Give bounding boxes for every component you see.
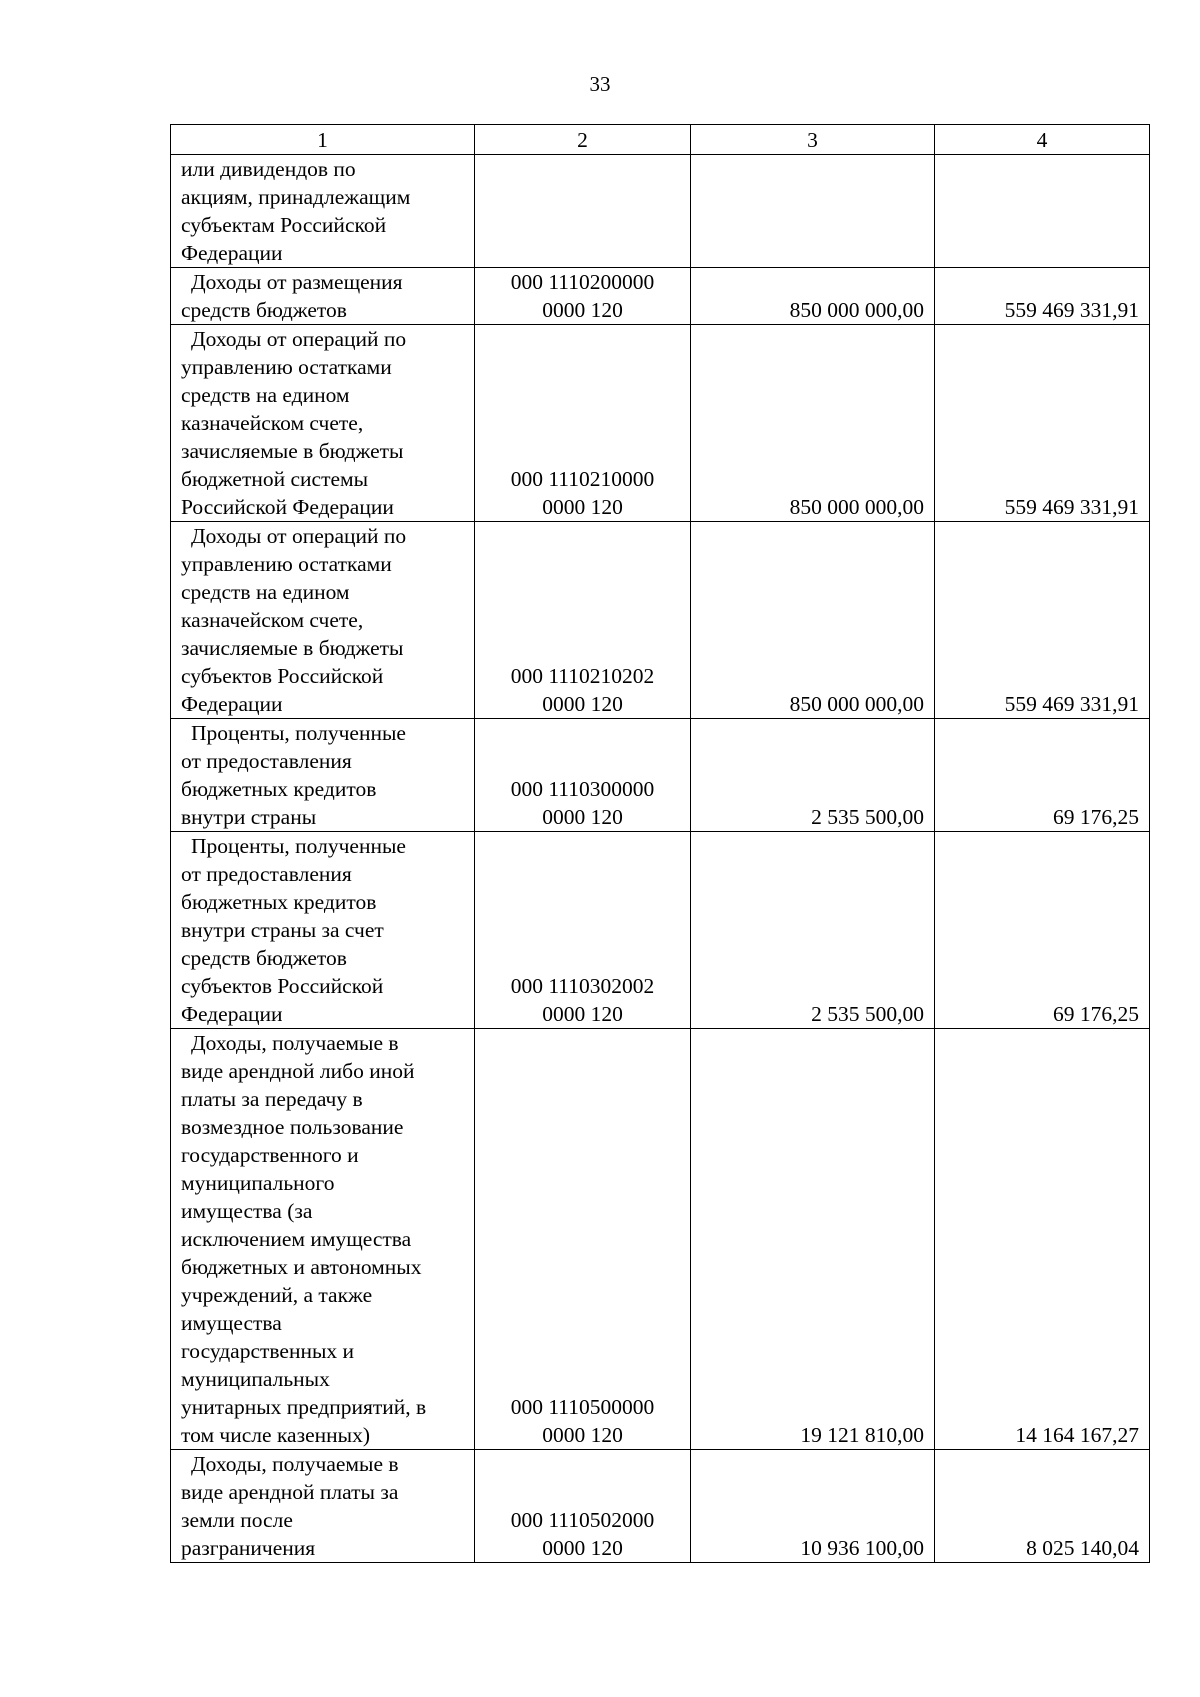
actual-amount-cell: 559 469 331,91: [935, 268, 1150, 325]
budget-code-cell: [475, 522, 691, 719]
revenue-name-cell: [171, 1450, 475, 1563]
revenue-name-cell: [171, 155, 475, 268]
budget-code-line: 000 1110210202: [510, 664, 655, 688]
revenue-name-line: казначейском счете,: [181, 608, 364, 632]
budget-code-cell: [475, 268, 691, 325]
revenue-name-line: муниципального: [181, 1171, 335, 1195]
actual-amount-cell: 559 469 331,91: [935, 522, 1150, 719]
revenue-name-line: от предоставления: [181, 862, 352, 886]
budget-code-line: 000 1110500000: [510, 1395, 655, 1419]
revenue-name-line: Федерации: [181, 1002, 283, 1026]
revenue-name-line: унитарных предприятий, в: [181, 1395, 427, 1419]
table-body: [171, 155, 1150, 1563]
actual-amount-cell: [935, 155, 1150, 268]
revenue-name-line: Проценты, полученные: [191, 721, 406, 745]
planned-amount-cell: 850 000 000,00: [691, 325, 935, 522]
revenue-name-line: платы за передачу в: [181, 1087, 363, 1111]
planned-amount-cell: 850 000 000,00: [691, 268, 935, 325]
budget-code-line: 0000 120: [542, 692, 623, 716]
actual-amount-cell: 69 176,25: [935, 832, 1150, 1029]
revenue-name-line: Российской Федерации: [181, 495, 394, 519]
revenue-name-line: акциям, принадлежащим: [181, 185, 411, 209]
budget-code-line: 0000 120: [542, 298, 623, 322]
planned-amount-cell: 10 936 100,00: [691, 1450, 935, 1563]
budget-code-line: 000 1110300000: [510, 777, 655, 801]
revenue-name-line: виде арендной платы за: [181, 1480, 399, 1504]
revenue-name-line: муниципальных: [181, 1367, 330, 1391]
table-row: [171, 522, 1150, 719]
budget-code-cell: [475, 1450, 691, 1563]
actual-amount-cell: 559 469 331,91: [935, 325, 1150, 522]
revenue-name-line: субъектам Российской: [181, 213, 387, 237]
revenue-name-line: бюджетных кредитов: [181, 890, 377, 914]
table-row: [171, 325, 1150, 522]
budget-code-cell: [475, 155, 691, 268]
revenue-name-line: Доходы, получаемые в: [191, 1452, 399, 1476]
revenue-name-line: имущества: [181, 1311, 282, 1335]
revenue-name-cell: [171, 832, 475, 1029]
planned-amount-cell: 850 000 000,00: [691, 522, 935, 719]
planned-amount-cell: 2 535 500,00: [691, 832, 935, 1029]
revenue-name-line: государственных и: [181, 1339, 355, 1363]
revenue-name-line: возмездное пользование: [181, 1115, 404, 1139]
budget-code-line: 000 1110302002: [510, 974, 655, 998]
planned-amount-cell: 19 121 810,00: [691, 1029, 935, 1450]
revenue-name-line: зачисляемые в бюджеты: [181, 439, 404, 463]
revenue-name-line: управлению остатками: [181, 552, 392, 576]
column-header-4: 4: [935, 125, 1150, 155]
table-row: [171, 268, 1150, 325]
actual-amount-cell: 8 025 140,04: [935, 1450, 1150, 1563]
budget-code-line: 000 1110200000: [510, 270, 655, 294]
revenue-name-line: внутри страны за счет: [181, 918, 384, 942]
column-header-2: 2: [475, 125, 691, 155]
revenue-name-line: бюджетной системы: [181, 467, 369, 491]
revenue-name-line: средств бюджетов: [181, 298, 347, 322]
revenue-name-line: средств бюджетов: [181, 946, 347, 970]
revenue-name-line: Доходы от размещения: [191, 270, 403, 294]
revenue-name-line: разграничения: [181, 1536, 316, 1560]
revenue-name-cell: [171, 522, 475, 719]
revenue-name-line: Проценты, полученные: [191, 834, 406, 858]
table-row: [171, 155, 1150, 268]
revenue-name-cell: [171, 719, 475, 832]
revenue-name-line: Доходы от операций по: [191, 327, 407, 351]
revenue-name-line: Федерации: [181, 692, 283, 716]
revenue-name-line: земли после: [181, 1508, 293, 1532]
budget-code-line: 0000 120: [542, 1423, 623, 1447]
revenue-name-line: имущества (за: [181, 1199, 313, 1223]
revenue-name-line: виде арендной либо иной: [181, 1059, 415, 1083]
budget-code-line: 0000 120: [542, 1536, 623, 1560]
budget-code-line: 0000 120: [542, 495, 623, 519]
planned-amount-cell: [691, 155, 935, 268]
actual-amount-cell: 69 176,25: [935, 719, 1150, 832]
revenue-name-line: средств на едином: [181, 580, 350, 604]
planned-amount-cell: 2 535 500,00: [691, 719, 935, 832]
revenue-name-line: Доходы, получаемые в: [191, 1031, 399, 1055]
revenue-name-line: Федерации: [181, 241, 283, 265]
revenue-name-line: субъектов Российской: [181, 664, 384, 688]
revenue-name-line: государственного и: [181, 1143, 359, 1167]
column-header-1: 1: [171, 125, 475, 155]
budget-code-line: 000 1110502000: [510, 1508, 655, 1532]
revenue-name-line: том числе казенных): [181, 1423, 371, 1447]
revenue-name-line: учреждений, а также: [181, 1283, 373, 1307]
revenue-name-cell: [171, 325, 475, 522]
revenue-name-line: исключением имущества: [181, 1227, 412, 1251]
revenue-name-line: от предоставления: [181, 749, 352, 773]
revenue-name-line: субъектов Российской: [181, 974, 384, 998]
budget-code-line: [485, 239, 680, 267]
budget-code-cell: [475, 832, 691, 1029]
page-number: 33: [589, 72, 611, 96]
revenue-name-line: бюджетных кредитов: [181, 777, 377, 801]
revenue-name-cell: [171, 268, 475, 325]
table-row: [171, 1450, 1150, 1563]
budget-code-line: [485, 211, 680, 239]
revenue-name-line: Доходы от операций по: [191, 524, 407, 548]
revenue-name-line: бюджетных и автономных: [181, 1255, 422, 1279]
actual-amount-cell: 14 164 167,27: [935, 1029, 1150, 1450]
table-row: [171, 832, 1150, 1029]
budget-code-line: 0000 120: [542, 1002, 623, 1026]
column-header-3: 3: [691, 125, 935, 155]
revenue-name-line: управлению остатками: [181, 355, 392, 379]
budget-code-cell: [475, 1029, 691, 1450]
revenue-name-cell: [171, 1029, 475, 1450]
revenue-name-line: средств на едином: [181, 383, 350, 407]
table-header-row: [171, 125, 1150, 155]
table-row: [171, 1029, 1150, 1450]
budget-table: [170, 124, 1150, 1563]
revenue-name-line: или дивидендов по: [181, 157, 356, 181]
revenue-name-line: зачисляемые в бюджеты: [181, 636, 404, 660]
budget-code-line: 0000 120: [542, 805, 623, 829]
budget-code-cell: [475, 719, 691, 832]
table-row: [171, 719, 1150, 832]
revenue-name-line: внутри страны: [181, 805, 317, 829]
revenue-name-line: казначейском счете,: [181, 411, 364, 435]
budget-code-cell: [475, 325, 691, 522]
budget-code-line: 000 1110210000: [510, 467, 655, 491]
